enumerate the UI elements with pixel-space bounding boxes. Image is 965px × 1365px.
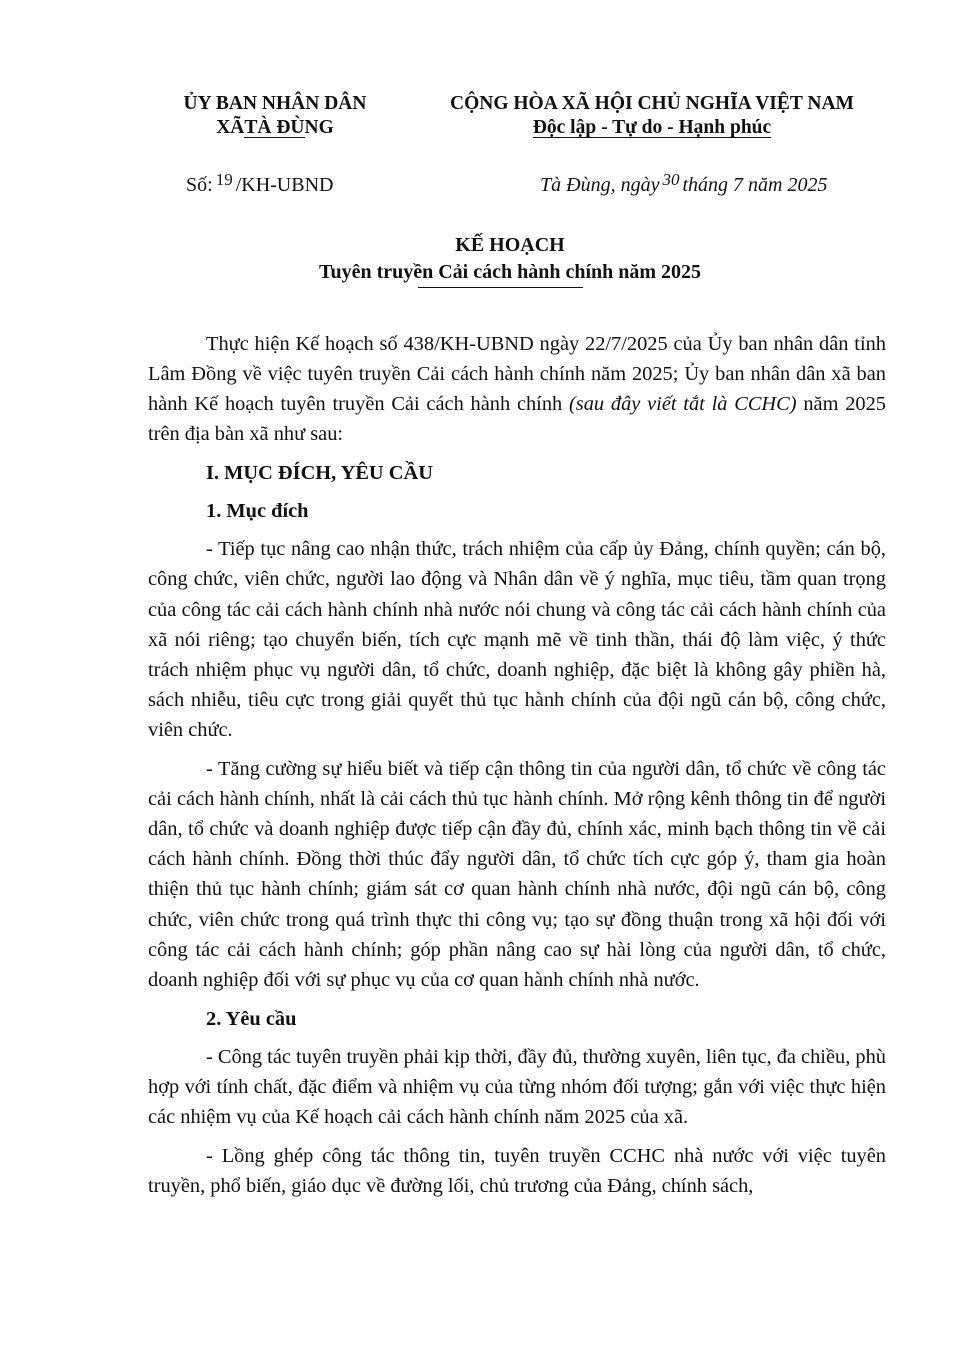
doc-number-suffix: /KH-UBND bbox=[235, 174, 334, 196]
country-name: CỘNG HÒA XÃ HỘI CHỦ NGHĨA VIỆT NAM bbox=[450, 93, 854, 114]
doc-number-prefix: Số: bbox=[186, 174, 213, 196]
document-number bbox=[186, 170, 333, 197]
paragraph: - Lồng ghép công tác thông tin, tuyên truyền CCHC nhà nước với việc tuyên truyền, phổ biến, giáo dục về đường lối, chủ trương của Đảng, chính sách, bbox=[148, 1145, 886, 1198]
section-heading: I. MỤC ĐÍCH, YÊU CẦU bbox=[206, 462, 433, 485]
intro-paragraph bbox=[148, 329, 886, 449]
agency-commune bbox=[160, 116, 390, 140]
date-prefix: Tà Đùng, ngày bbox=[540, 174, 660, 196]
intro-abbrev-note: (sau đây viết tắt là CCHC) bbox=[569, 393, 797, 416]
national-header bbox=[412, 92, 892, 140]
agency-commune-prefix: XÃ bbox=[216, 117, 245, 138]
issuing-agency bbox=[160, 92, 390, 140]
intro-text: Thực hiện Kế hoạch số 438/KH-UBND ngày 22/7/2025 của Ủy ban nhân dân tỉnh Lâm Đồng về việc tuyên truyền Cải cách hành chính năm 2025; Ủy ban nhân dân xã ban hành Kế hoạch tuyên truyền Cải cách hành chính bbox=[148, 333, 886, 416]
paragraph: - Công tác tuyên truyền phải kịp thời, đầy đủ, thường xuyên, liên tục, đa chiều, phù hợp với tính chất, đặc điểm và nhiệm vụ của từng nhóm đối tượng; gắn với việc thực hiện các nhiệm vụ của Kế hoạch cải cách hành chính năm 2025 của xã. bbox=[148, 1045, 886, 1128]
national-motto: Độc lập - Tự do - Hạnh phúc bbox=[532, 117, 772, 138]
paragraph: - Tăng cường sự hiểu biết và tiếp cận thông tin của người dân, tổ chức về công tác cải cách hành chính, nhất là cải cách thủ tục hành chính. Mở rộng kênh thông tin để người dân, tổ chức và doanh nghiệp được tiếp cận đầy đủ, chính xác, minh bạch thông tin về cải cách hành chính. Đồng thời thúc đẩy người dân, tổ chức tích cực góp ý, tham gia hoàn thiện thủ tục hành chính; giám sát cơ quan hành chính nhà nước, đội ngũ cán bộ, công chức, viên chức trong quá trình thực thi công vụ; tạo sự đồng thuận trong xã hội đối với công tác cải cách hành chính; góp phần nâng cao sự hài lòng của người dân, tổ chức, doanh nghiệp đối với sự phục vụ của cơ quan hành chính nhà nước. bbox=[148, 758, 886, 991]
document-title bbox=[160, 232, 860, 286]
agency-name: ỦY BAN NHÂN DÂN bbox=[183, 93, 367, 114]
document-type: KẾ HOẠCH bbox=[455, 234, 565, 256]
document-date bbox=[540, 170, 827, 197]
doc-number-value: 19 bbox=[215, 170, 233, 189]
intro-text-end: năm 2025 trên địa bàn xã như sau: bbox=[148, 393, 886, 446]
subsection-heading: 2. Yêu cầu bbox=[206, 1007, 297, 1030]
document-body bbox=[148, 329, 886, 1201]
date-suffix: tháng 7 năm 2025 bbox=[682, 174, 828, 196]
subsection-heading: 1. Mục đích bbox=[206, 500, 309, 523]
agency-commune-underlined: TÀ ĐÙ bbox=[244, 117, 305, 138]
date-day: 30 bbox=[662, 170, 680, 189]
paragraph: - Tiếp tục nâng cao nhận thức, trách nhiệm của cấp ủy Đảng, chính quyền; cán bộ, công chức, viên chức, người lao động và Nhân dân về ý nghĩa, mục tiêu, tầm quan trọng của công tác cải cách hành chính nhà nước nói chung và công tác cải cách hành chính của xã nói riêng; tạo chuyển biến, tích cực mạnh mẽ về tinh thần, thái độ làm việc, ý thức trách nhiệm phục vụ người dân, tổ chức, doanh nghiệp, đặc biệt là không gây phiền hà, sách nhiễu, tiêu cực trong giải quyết thủ tục hành chính của đội ngũ cán bộ, công chức, viên chức. bbox=[148, 538, 886, 741]
document-subject: Tuyên truyền Cải cách hành chính năm 2025 bbox=[318, 261, 702, 283]
agency-commune-suffix: NG bbox=[304, 117, 334, 138]
title-divider bbox=[418, 287, 583, 288]
